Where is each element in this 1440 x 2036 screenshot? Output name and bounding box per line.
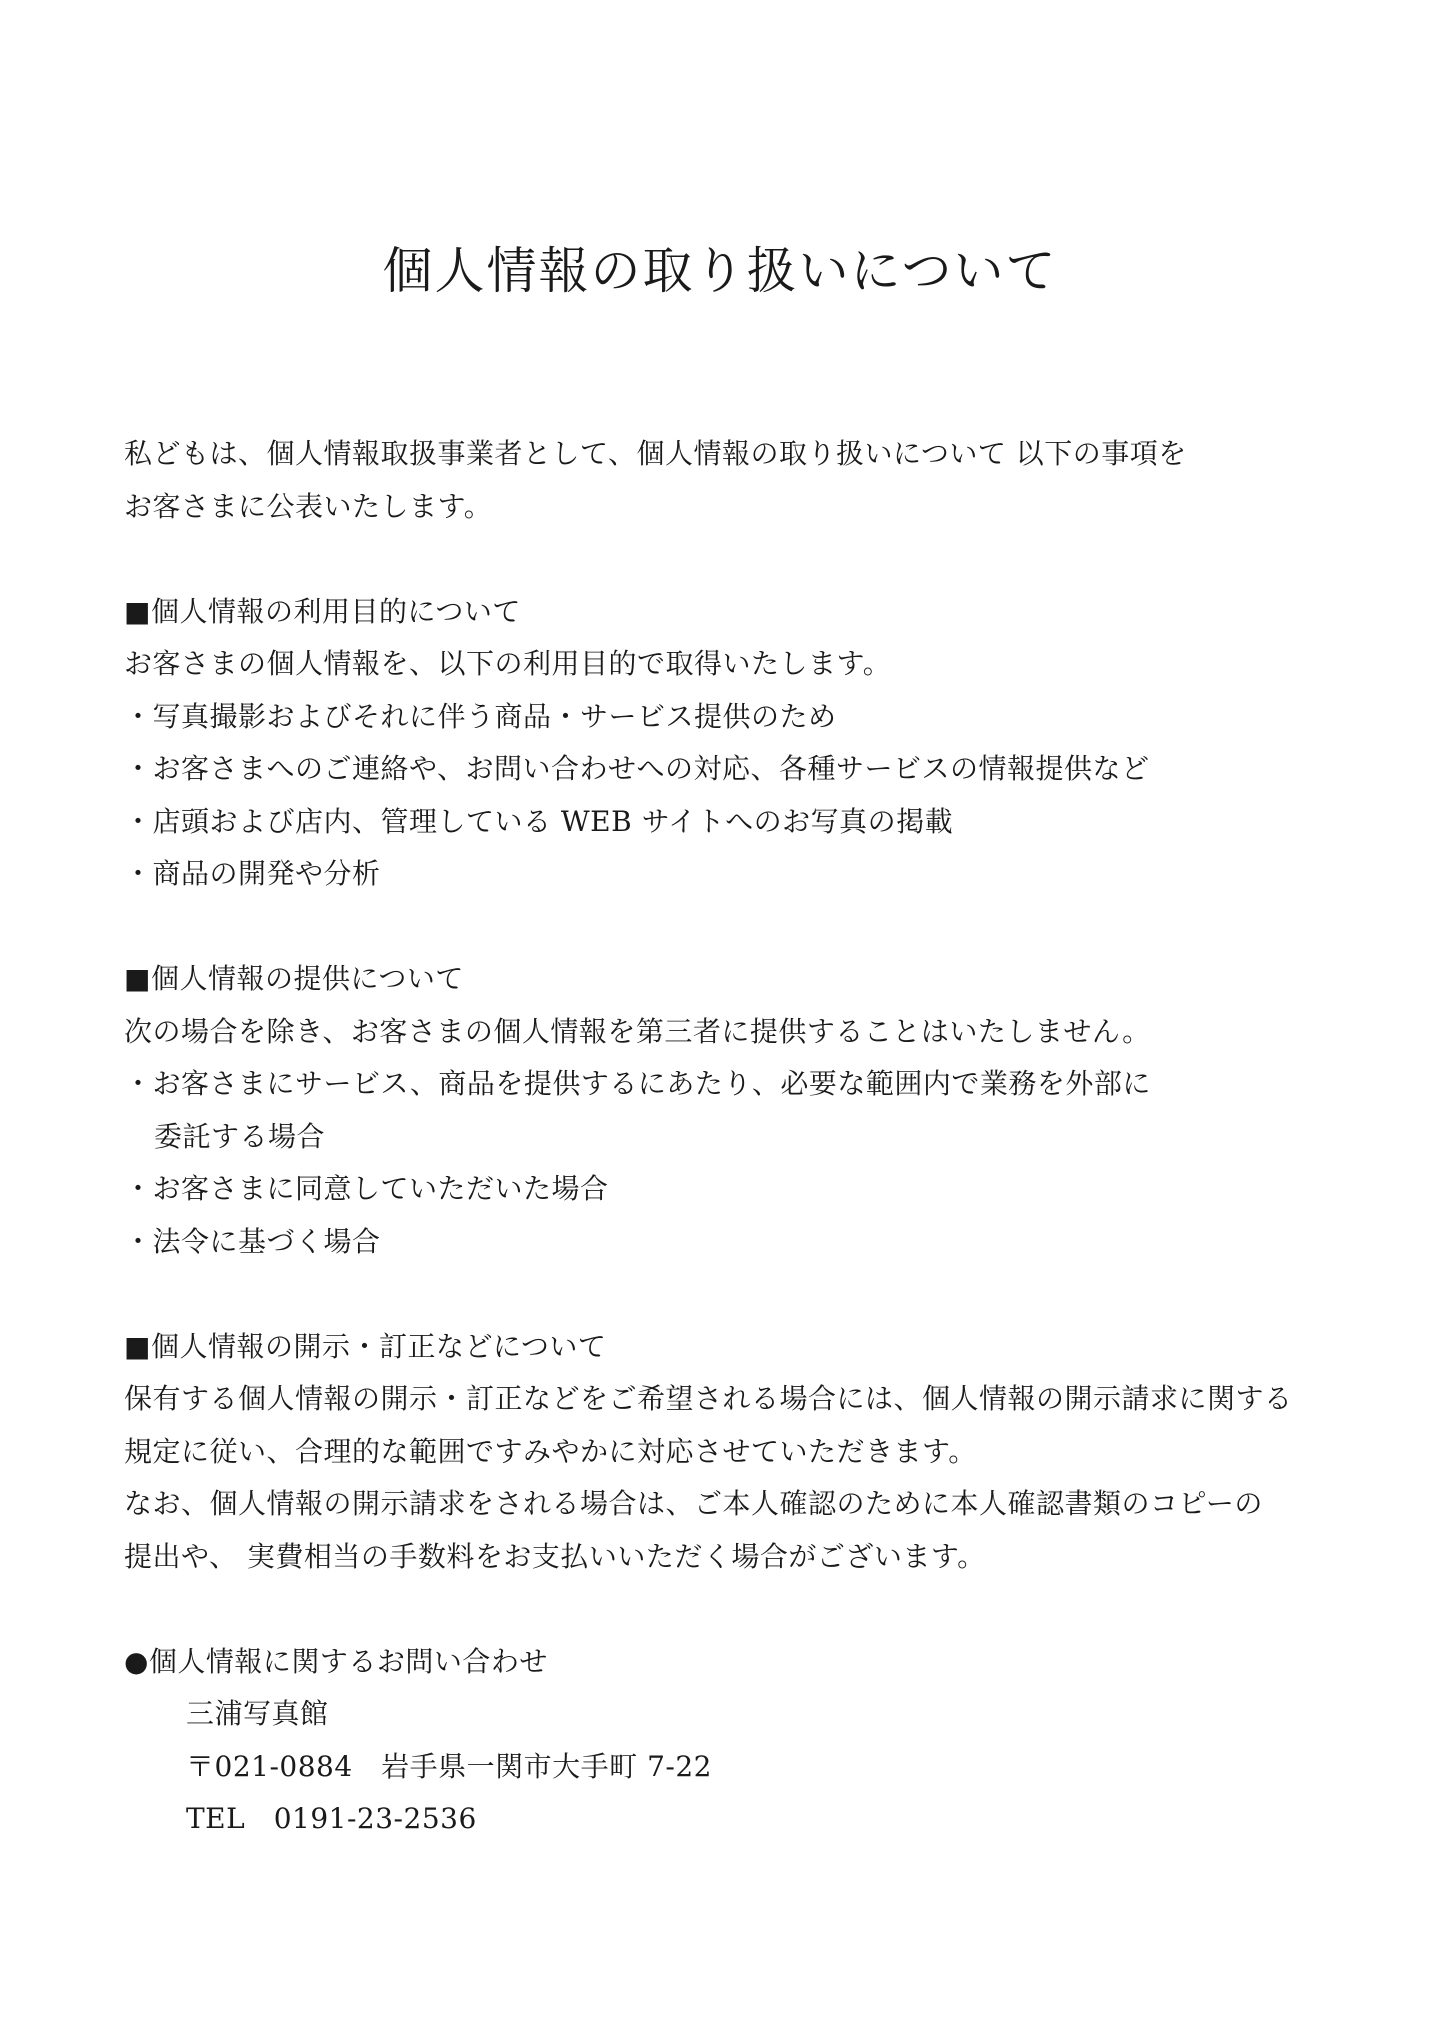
disclosure-line: なお、個人情報の開示請求をされる場合は、ご本人確認のために本人確認書類のコピーの xyxy=(124,1487,1263,1520)
disclosure-heading: ■個人情報の開示・訂正などについて xyxy=(124,1329,607,1363)
contact-name: 三浦写真館 xyxy=(186,1697,329,1730)
disclosure-line: 提出や、 実費相当の手数料をお支払いいただく場合がございます。 xyxy=(124,1539,986,1573)
purpose-item: ・商品の開発や分析 xyxy=(124,857,381,890)
purpose-item: ・写真撮影およびそれに伴う商品・サービス提供のため xyxy=(124,699,837,733)
purpose-heading: ■個人情報の利用目的について xyxy=(124,594,521,628)
contact-address: 〒021-0884 岩手県一関市大手町 7-22 xyxy=(186,1749,712,1783)
intro-line-1: 私どもは、個人情報取扱事業者として、個人情報の取り扱いについて 以下の事項を xyxy=(124,437,1187,470)
contact-heading: ●個人情報に関するお問い合わせ xyxy=(124,1644,548,1678)
provision-lead: 次の場合を除き、お客さまの個人情報を第三者に提供することはいたしません。 xyxy=(124,1014,1151,1048)
spacer xyxy=(124,533,1364,586)
provision-item: ・お客さまにサービス、商品を提供するにあたり、必要な範囲内で業務を外部に xyxy=(124,1067,1151,1100)
spacer xyxy=(124,1583,1364,1636)
provision-item: ・お客さまに同意していただいた場合 xyxy=(124,1172,609,1205)
provision-item-continuation: 委託する場合 xyxy=(154,1119,326,1153)
contact-tel: TEL 0191-23-2536 xyxy=(186,1802,477,1835)
intro-line-2: お客さまに公表いたします。 xyxy=(124,489,493,523)
purpose-item: ・お客さまへのご連絡や、お問い合わせへの対応、各種サービスの情報提供など xyxy=(124,752,1150,785)
page-title: 個人情報の取り扱いについて xyxy=(382,242,1058,300)
document-body xyxy=(124,428,1364,1846)
provision-item: ・法令に基づく場合 xyxy=(124,1224,381,1258)
spacer xyxy=(124,901,1364,954)
disclosure-line: 規定に従い、合理的な範囲ですみやかに対応させていただきます。 xyxy=(124,1434,977,1468)
disclosure-line: 保有する個人情報の開示・訂正などをご希望される場合には、個人情報の開示請求に関する xyxy=(124,1382,1293,1415)
provision-heading: ■個人情報の提供について xyxy=(124,962,464,995)
purpose-item: ・店頭および店内、管理している WEB サイトへのお写真の掲載 xyxy=(124,804,954,838)
purpose-lead: お客さまの個人情報を、以下の利用目的で取得いたします。 xyxy=(124,647,892,680)
spacer xyxy=(124,1268,1364,1321)
